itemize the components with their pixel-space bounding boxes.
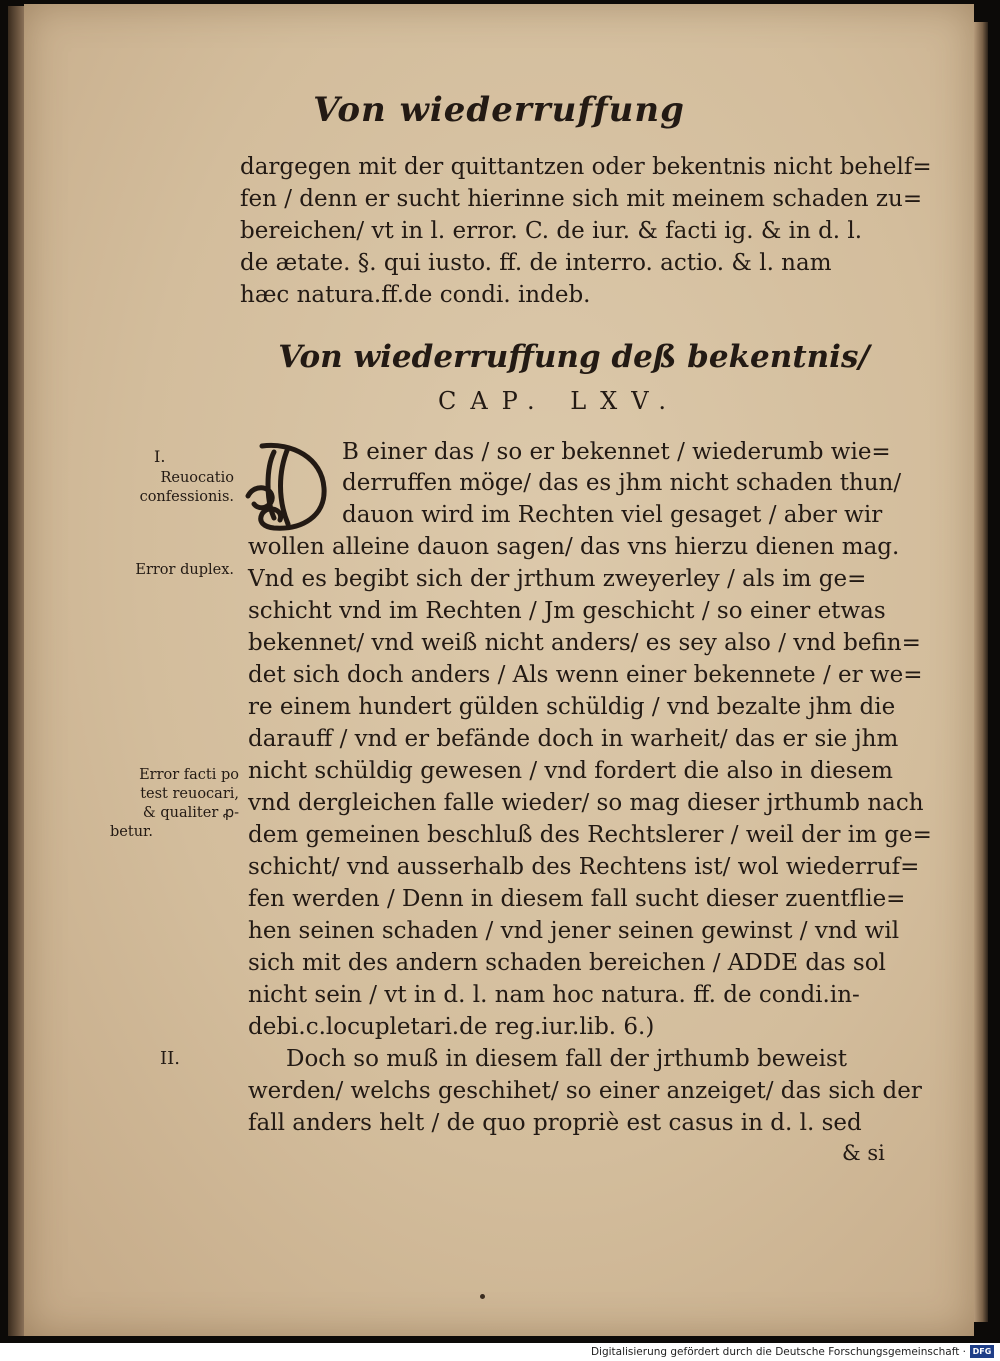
body-line: sich mit des andern schaden bereichen / ADDE das sol [248,950,886,976]
margin-note: betur. [110,824,153,840]
body-line: schicht/ vnd ausserhalb des Rechtens ist/ wol wiederruf= [248,854,920,880]
margin-note: & qualiter ꝓ- [142,805,239,821]
margin-note: test reuocari, [140,786,239,802]
body-line: darauff / vnd er befände doch in warheit/ das er sie jhm [248,726,899,752]
margin-note: Error facti po [139,767,239,783]
paper-page [24,4,974,1336]
continuation-line: bereichen/ vt in l. error. C. de iur. & facti ig. & in d. l. [240,218,863,244]
decorated-initial-letter [244,438,332,534]
continuation-line: de ætate. §. qui iusto. ff. de interro. actio. & l. nam [240,250,832,276]
body-line: hen seinen schaden / vnd jener seinen gewinst / vnd wil [248,918,900,944]
body-line: wollen alleine dauon sagen/ das vns hierzu dienen mag. [248,534,900,560]
page-right-edge [974,22,988,1322]
body-line: bekennet/ vnd weiß nicht anders/ es sey also / vnd befin= [248,630,921,656]
body-line: fall anders helt / de quo propriè est casus in d. l. sed [248,1110,862,1136]
body-line: nicht sein / vt in d. l. nam hoc natura. ff. de condi.in- [248,982,860,1008]
body-line: Vnd es begibt sich der jrthum zweyerley / als im ge= [248,566,867,592]
ink-speck [480,1294,485,1299]
body-line: det sich doch anders / Als wenn einer bekennete / er we= [248,662,923,688]
chapter-heading: Von wiederruffung deß bekentnis/ [278,339,870,375]
body-line: re einem hundert gülden schüldig / vnd bezalte jhm die [248,694,896,720]
digitization-credit: Digitalisierung gefördert durch die Deutsche Forschungsgemeinschaft · [590,1346,966,1358]
body-line: debi.c.locupletari.de reg.iur.lib. 6.) [248,1014,655,1040]
margin-note: Error duplex. [135,562,234,578]
margin-note-number: I. [154,447,166,466]
margin-note-number: II. [160,1048,180,1069]
dfg-logo: DFG [970,1345,994,1358]
continuation-line: dargegen mit der quittantzen oder bekentnis nicht behelf= [240,154,932,180]
body-line: vnd dergleichen falle wieder/ so mag dieser jrthumb nach [248,790,924,816]
chapter-number: CAP. LXV. [437,387,681,415]
body-line: schicht vnd im Rechten / Jm geschicht / so einer etwas [248,598,886,624]
continuation-line: hæc natura.ff.de condi. indeb. [240,282,591,308]
body-line: dem gemeinen beschluß des Rechtslerer / weil der im ge= [248,822,932,848]
margin-note: Reuocatio [160,470,234,486]
catchword: & si [842,1141,885,1165]
body-line: fen werden / Denn in diesem fall sucht dieser zuentflie= [248,886,906,912]
initial-letter-glyph: O [288,487,298,501]
body-line: dauon wird im Rechten viel gesaget / aber wir [342,502,883,528]
body-line: werden/ welchs geschihet/ so einer anzeiget/ das sich der [248,1078,922,1104]
body-line: Doch so muß in diesem fall der jrthumb beweist [286,1046,848,1072]
running-head: Von wiederruffung [313,90,685,130]
continuation-line: fen / denn er sucht hierinne sich mit meinem schaden zu= [240,186,923,212]
margin-note: confessionis. [139,489,234,505]
body-line: nicht schüldig gewesen / vnd fordert die also in diesem [248,758,893,784]
body-line: derruffen möge/ das es jhm nicht schaden thun/ [342,470,902,496]
body-line: B einer das / so er bekennet / wiederumb wie= [342,439,891,465]
